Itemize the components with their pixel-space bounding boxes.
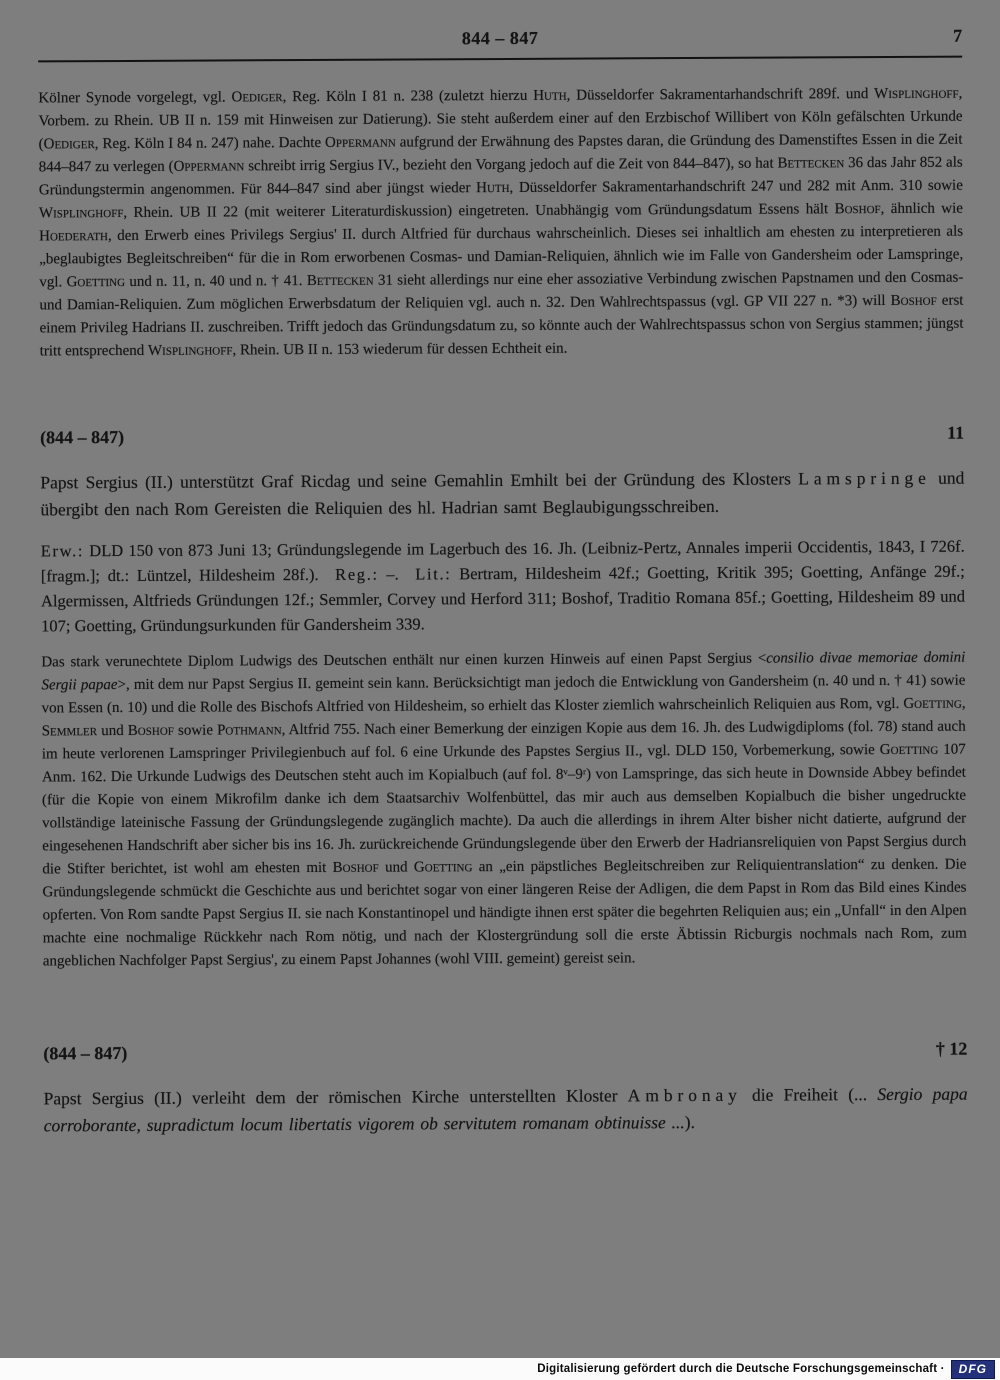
page-header xyxy=(38,26,962,52)
digitization-credit-text: Digitalisierung gefördert durch die Deutsche Forschungsgemeinschaft · xyxy=(537,1363,945,1375)
scanned-page xyxy=(0,25,1000,1139)
entry-11-heading xyxy=(40,423,964,449)
digitization-footer-bar xyxy=(0,1358,1000,1380)
entry-12-heading xyxy=(43,1039,967,1065)
page-number: 7 xyxy=(952,25,963,46)
entry-12-regest: Papst Sergius (II.) verleiht dem der römischen Kirche unterstellten Kloster Ambronay die Freiheit (... Sergio papa corroborante, supradictum locum libertatis vigorem ob servitutem romanam obtinuisse ...). xyxy=(43,1083,968,1136)
entry-11-commentary: Das stark verunechtete Diplom Ludwigs des Deutschen enthält nur einen kurzen Hinweis auf einen Papst Sergius <consilio divae memoriae domini Sergii papae>, mit dem nur Papst Sergius II. gemeint sein kann. Berücksichtigt man jedoch die Entwicklung von Gandersheim (n. 40 und n. † 41) sowie von Essen (n. 10) und die Rolle des Bischofs Altfried von Hildesheim, so erhielt das Kloster ziemlich wahrscheinlich Reliquien aus Rom, vgl. Goetting, Semmler und Boshof sowie Pothmann, Altfrid 755. Nach einer Bemerkung der einzigen Kopie aus dem 16. Jh. des Ludwigdiploms (fol. 78) stand auch im heute verlorenen Lamspringer Privilegienbuch auf fol. 6 eine Urkunde des Papstes Sergius II., vgl. DLD 150, Vorbemerkung, sowie Goetting 107 Anm. 162. Die Urkunde Ludwigs des Deutschen steht auch im Kopialbuch (auf fol. 8ᵛ–9ʳ) von Lamspringe, das sich heute in Downside Abbey befindet (für die Kopie von einem Mikrofilm danke ich dem Staatsarchiv Wolfenbüttel, das mir auch aus demselben Kopialbuch die bisher ungedruckte vollständige lateinische Fassung der Gründungslegende zugänglich machte). Da auch die allerdings in ihrem Alter bisher nicht datierte, aufgrund der eingesehenen Handschrift aber sicher bis ins 16. Jh. zurückreichende Gründungslegende über den Erwerb der Hadriansreliquien von Papst Sergius durch die Stifter berichtet, ist wohl am ehesten mit Boshof und Goetting an „ein päpstliches Begleitschreiben zur Reliquientranslation“ zu denken. Die Gründungslegende schmückt die Geschichte aus und berichtet sogar von einer längeren Reise der Adligen, die dem Papst in Rom das Bild eines Kindes opferten. Von Rom sandte Papst Sergius II. sie nach Konstantinopel und händigte ihnen erst später die begehrten Reliquien aus; ein „Unfall“ in den Alpen machte eine nochmalige Rückkehr nach Rom nötig, und nach der Klostergründung soll die erste Äbtissin Ricburgis nochmals nach Rom, zum angeblichen Nachfolger Papst Sergius', zu einem Papst Johannes (wohl VIII. gemeint) gereist sein. xyxy=(41,649,967,970)
entry-11-sources: Erw.: DLD 150 von 873 Juni 13; Gründungslegende im Lagerbuch des 16. Jh. (Leibniz-Pertz, Annales imperii Occidentis, 1843, I 726f. [fragm.]; dt.: Lüntzel, Hildesheim 28f.). Reg.: –. Lit.: Bertram, Hildesheim 42f.; Goetting, Kritik 395; Goetting, Anfänge 29f.; Algermissen, Altfrieds Gründungen 12f.; Semmler, Corvey und Herford 311; Boshof, Traditio Romana 85f.; Goetting, Hildesheim 89 und 107; Goetting, Gründungsurkunden für Gandersheim 339. xyxy=(40,536,966,636)
note-10-commentary-continuation: Kölner Synode vorgelegt, vgl. Oediger, Reg. Köln I 81 n. 238 (zuletzt hierzu Huth, Düsseldorfer Sakramentarhandschrift 289f. und Wisplinghoff, Vorbem. zu Rhein. UB II n. 159 mit Hinweisen zur Datierung). Sie steht außerdem einer auf den Erzbischof Willibert von Köln gefälschten Urkunde (Oediger, Reg. Köln I 84 n. 247) nahe. Dachte Oppermann aufgrund der Erwähnung des Papstes daran, die Gründung des Damenstiftes Essen in die Zeit 844–847 zu verlegen (Oppermann schreibt irrig Sergius IV., bezieht den Vorgang jedoch auf die Zeit von 844–847), so hat Bettecken 36 das Jahr 852 als Gründungstermin angenommen. Für 844–847 sind aber jüngst wieder Huth, Düsseldorfer Sakramentarhandschrift 247 und 282 mit Anm. 310 sowie Wisplinghoff, Rhein. UB II 22 (mit weiterer Literaturdiskussion) eingetreten. Unabhängig vom Gründungsdatum Essens hält Boshof, ähnlich wie Hoederath, den Erwerb eines Privilegs Sergius' II. durch Altfried für durchaus wahrscheinlich. Dieses sei inhaltlich am ehesten zu interpretieren als „beglaubigtes Begleitschreiben“ für die in Rom erworbenen Cosmas- und Damian-Reliquien, ähnlich wie im Falle von Gandersheim oder Lamspringe, vgl. Goetting und n. 11, n. 40 und n. † 41. Bettecken 31 sieht allerdings nur eine eher assoziative Verbindung zwischen Papstnamen und den Cosmas- und Damian-Reliquien. Zum möglichen Erwerbsdatum der Reliquien vgl. auch n. 32. Den Wahlrechtspassus (vgl. GP VII 227 n. *3) will Boshof erst einem Privileg Hadrians II. zuschreiben. Trifft jedoch das Gründungsdatum zu, so könnte auch der Wahlrechtspassus schon von Sergius stammen; jüngst tritt entsprechend Wisplinghoff, Rhein. UB II n. 153 wiederum für dessen Echtheit ein. xyxy=(38,85,964,360)
header-rule xyxy=(38,56,962,63)
dfg-logo: DFG xyxy=(951,1360,995,1379)
running-title: 844 – 847 xyxy=(461,27,539,49)
entry-11-number: 11 xyxy=(947,422,965,443)
entry-11-date: (844 – 847) xyxy=(40,426,125,448)
entry-12-number: † 12 xyxy=(935,1038,968,1059)
entry-12-date: (844 – 847) xyxy=(43,1042,128,1064)
header-spacer xyxy=(38,44,462,46)
entry-11-regest: Papst Sergius (II.) unterstützt Graf Ricdag und seine Gemahlin Emhilt bei der Gründung des Klosters Lamspringe und übergibt den nach Rom Gereisten die Reliquien des hl. Hadrian samt Beglaubigungsschreiben. xyxy=(40,467,965,520)
